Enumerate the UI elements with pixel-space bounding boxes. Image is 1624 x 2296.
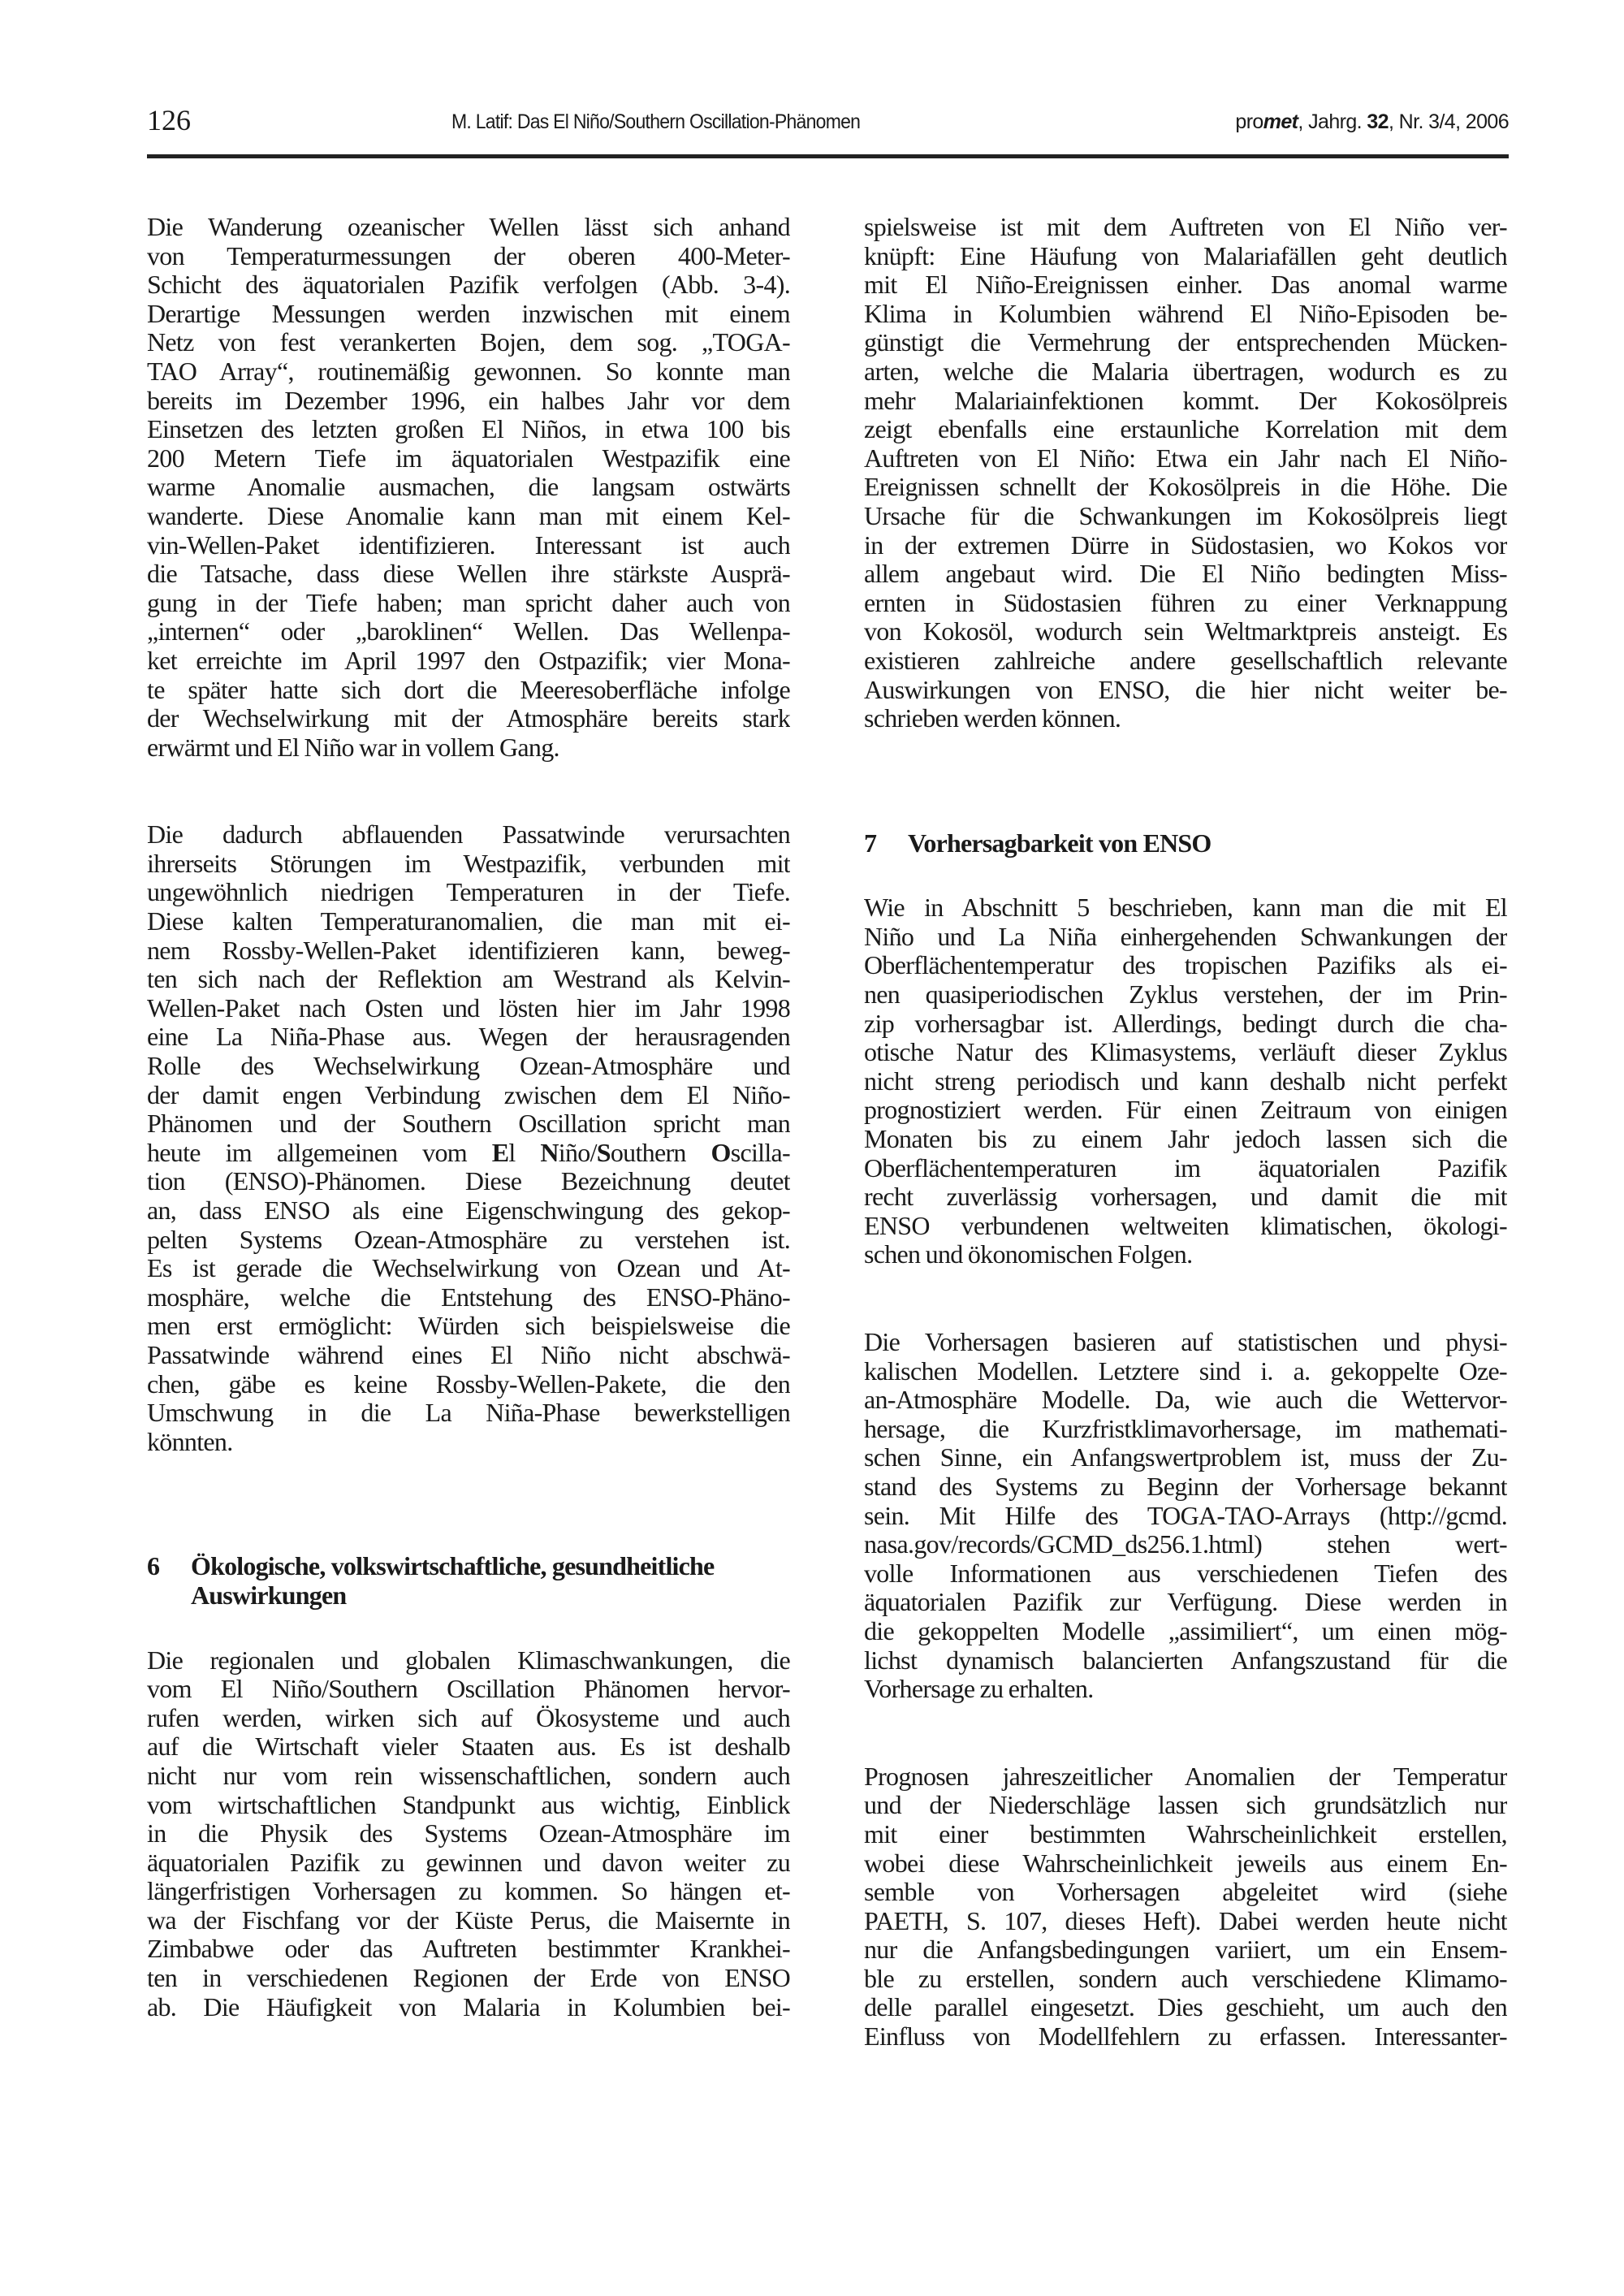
paragraph-line: Vorhersage zu erhalten. bbox=[864, 1675, 1094, 1704]
paragraph-line: Diese kalten Temperaturanomalien, die man mit ei- bbox=[147, 907, 790, 936]
paragraph bbox=[147, 820, 790, 1456]
paragraph-line: mit einer bestimmten Wahrscheinlichkeit erstellen, bbox=[864, 1819, 1507, 1848]
paragraph-line: spielsweise ist mit dem Auftreten von El Niño ver- bbox=[864, 213, 1507, 241]
paragraph-line: von Kokosöl, wodurch sein Weltmarktpreis ansteigt. Es bbox=[864, 617, 1507, 646]
paragraph-line: pelten Systems Ozean-Atmosphäre zu verstehen ist. bbox=[147, 1225, 790, 1254]
paragraph-line: Derartige Messungen werden inzwischen mit einem bbox=[147, 299, 790, 328]
paragraph-line: ungewöhnlich niedrigen Temperaturen in der Tiefe. bbox=[147, 878, 790, 907]
paragraph-line: die gekoppelten Modelle „assimiliert“, um einen mög- bbox=[864, 1616, 1507, 1645]
paragraph bbox=[864, 893, 1507, 1269]
paragraph-line: Phänomen und der Southern Oscillation spricht man bbox=[147, 1109, 790, 1139]
paragraph bbox=[864, 213, 1507, 733]
paragraph-line: Zimbabwe oder das Auftreten bestimmter Krankhei- bbox=[147, 1935, 790, 1964]
paragraph-line: allem angebaut wird. Die El Niño bedingten Miss- bbox=[864, 560, 1507, 589]
paragraph-line: schen Sinne, ein Anfangswertproblem ist, muss der Zu- bbox=[864, 1443, 1507, 1472]
paragraph-line: vom wirtschaftlichen Standpunkt aus wichtig, Einblick bbox=[147, 1790, 790, 1819]
paragraph-line: in die Physik des Systems Ozean-Atmosphäre im bbox=[147, 1819, 790, 1848]
paragraph-line: schen und ökonomischen Folgen. bbox=[864, 1240, 1193, 1269]
paragraph-line: könnten. bbox=[147, 1427, 233, 1456]
paragraph-line: mosphäre, welche die Entstehung des ENSO-Phäno- bbox=[147, 1282, 790, 1312]
paragraph-line: kalischen Modellen. Letztere sind i. a. gekoppelte Oze- bbox=[864, 1356, 1507, 1386]
paragraph-line: nem Rossby-Wellen-Paket identifizieren kann, beweg- bbox=[147, 936, 790, 965]
paragraph-line: wobei diese Wahrscheinlichkeit jeweils aus einem En- bbox=[864, 1848, 1507, 1878]
paragraph-line: existieren zahlreiche andere gesellschaftlich relevante bbox=[864, 646, 1507, 675]
paragraph-line: ernten in Südostasien führen zu einer Verknappung bbox=[864, 588, 1507, 617]
paragraph-line: Oberflächentemperatur des tropischen Pazifiks als ei- bbox=[864, 951, 1507, 980]
paragraph-line: äquatorialen Pazifik zu gewinnen und davon weiter zu bbox=[147, 1848, 790, 1877]
journal-prefix: pro bbox=[1235, 110, 1263, 133]
paragraph-line: vin-Wellen-Paket identifizieren. Interessant ist auch bbox=[147, 530, 790, 560]
paragraph-line: warme Anomalie ausmachen, die langsam ostwärts bbox=[147, 473, 790, 502]
paragraph-line: und der Niederschläge lassen sich grundsätzlich nur bbox=[864, 1791, 1507, 1820]
paragraph-line: Rolle des Wechselwirkung Ozean-Atmosphäre und bbox=[147, 1052, 790, 1081]
paragraph-line: Wie in Abschnitt 5 beschrieben, kann man die mit El bbox=[864, 893, 1507, 923]
section-number: 7 bbox=[864, 828, 877, 858]
paragraph bbox=[147, 1646, 790, 2022]
section-heading-7 bbox=[864, 829, 1507, 858]
paragraph-line: semble von Vorhersagen abgeleitet wird (siehe bbox=[864, 1878, 1507, 1907]
paragraph-line: Umschwung in die La Niña-Phase bewerkstelligen bbox=[147, 1399, 790, 1428]
paragraph-line: Die dadurch abflauenden Passatwinde verursachten bbox=[147, 820, 790, 850]
paragraph bbox=[864, 1328, 1507, 1704]
paragraph-line: te später hatte sich dort die Meeresoberfläche infolge bbox=[147, 675, 790, 704]
paragraph-line: delle parallel eingesetzt. Dies geschieht, um auch den bbox=[864, 1993, 1507, 2022]
paragraph-line: hersage, die Kurzfristklimavorhersage, im mathemati- bbox=[864, 1414, 1507, 1443]
journal-emphasis: met bbox=[1263, 110, 1298, 133]
paragraph-line: erwärmt und El Niño war in vollem Gang. bbox=[147, 733, 559, 762]
paragraph-line: Niño und La Niña einhergehenden Schwankungen der bbox=[864, 922, 1507, 951]
paragraph-line: knüpft: Eine Häufung von Malariafällen geht deutlich bbox=[864, 241, 1507, 270]
paragraph-line: mit El Niño-Ereignissen einher. Das anomal warme bbox=[864, 270, 1507, 300]
paragraph-line: sein. Mit Hilfe des TOGA-TAO-Arrays (http://gcmd. bbox=[864, 1501, 1507, 1530]
paragraph-line: Passatwinde während eines El Niño nicht abschwä- bbox=[147, 1340, 790, 1369]
paragraph-line: nur die Anfangsbedingungen variiert, um ein Ensem- bbox=[864, 1935, 1507, 1965]
paragraph-line: 200 Metern Tiefe im äquatorialen Westpazifik eine bbox=[147, 443, 790, 473]
paragraph-line: längerfristigen Vorhersagen zu kommen. So hängen et- bbox=[147, 1877, 790, 1906]
paragraph-line: TAO Array“, routinemäßig gewonnen. So konnte man bbox=[147, 357, 790, 386]
page-number: 126 bbox=[147, 104, 191, 136]
paragraph bbox=[864, 1762, 1507, 2052]
paragraph-line: zip vorhersagbar ist. Allerdings, bedingt durch die cha- bbox=[864, 1009, 1507, 1038]
paragraph-line: gung in der Tiefe haben; man spricht daher auch von bbox=[147, 588, 790, 617]
paragraph-line: äquatorialen Pazifik zur Verfügung. Diese werden in bbox=[864, 1588, 1507, 1617]
section-title-line: Vorhersagbarkeit von ENSO bbox=[908, 828, 1212, 858]
paragraph-line: ENSO verbundenen weltweiten klimatischen, ökologi- bbox=[864, 1211, 1507, 1240]
paragraph-line: Wellen-Paket nach Osten und lösten hier im Jahr 1998 bbox=[147, 993, 790, 1023]
paragraph-line: an-Atmosphäre Modelle. Da, wie auch die Wettervor- bbox=[864, 1386, 1507, 1415]
paragraph-line: wa der Fischfang vor der Küste Perus, die Maisernte in bbox=[147, 1905, 790, 1935]
paragraph-line: chen, gäbe es keine Rossby-Wellen-Pakete, die den bbox=[147, 1369, 790, 1399]
paragraph-line: „internen“ oder „baroklinen“ Wellen. Das Wellenpa- bbox=[147, 617, 790, 646]
paragraph-line: vom El Niño/Southern Oscillation Phänomen hervor- bbox=[147, 1675, 790, 1704]
paragraph-line: wanderte. Diese Anomalie kann man mit einem Kel- bbox=[147, 501, 790, 530]
paragraph-line: ten in verschiedenen Regionen der Erde von ENSO bbox=[147, 1964, 790, 1993]
paragraph-line: in der extremen Dürre in Südostasien, wo Kokos vor bbox=[864, 530, 1507, 560]
paragraph-line: Auftreten von El Niño: Etwa ein Jahr nach El Niño- bbox=[864, 443, 1507, 473]
header-rule bbox=[147, 154, 1509, 158]
paragraph-line: Klima in Kolumbien während El Niño-Episoden be- bbox=[864, 299, 1507, 328]
paragraph-line: recht zuverlässig vorhersagen, und damit die mit bbox=[864, 1183, 1507, 1212]
paragraph-line: rufen werden, wirken sich auf Ökosysteme und auch bbox=[147, 1703, 790, 1732]
running-title: M. Latif: Das El Niño/Southern Oscillation-Phänomen bbox=[451, 110, 861, 133]
section-title-line: Auswirkungen bbox=[191, 1580, 347, 1610]
paragraph-line: stand des Systems zu Beginn der Vorhersage bekannt bbox=[864, 1472, 1507, 1501]
paragraph-line: Ereignissen schnellt der Kokosölpreis in die Höhe. Die bbox=[864, 473, 1507, 502]
paragraph-line: Einfluss von Modellfehlern zu erfassen. Interessanter- bbox=[864, 2022, 1507, 2052]
paragraph-line: ten sich nach der Reflektion am Westrand als Kelvin- bbox=[147, 965, 790, 994]
paragraph-line: günstigt die Vermehrung der entsprechenden Mücken- bbox=[864, 328, 1507, 357]
paragraph-line: zeigt ebenfalls eine erstaunliche Korrelation mit dem bbox=[864, 415, 1507, 444]
journal-year-label: , Jahrg. bbox=[1298, 110, 1367, 133]
paragraph-line: Ursache für die Schwankungen im Kokosölpreis liegt bbox=[864, 501, 1507, 530]
paragraph-line: die Tatsache, dass diese Wellen ihre stärkste Ausprä- bbox=[147, 560, 790, 589]
right-column bbox=[864, 213, 1507, 2052]
paragraph-line: Die Wanderung ozeanischer Wellen lässt sich anhand bbox=[147, 213, 790, 241]
paragraph-line: otische Natur des Klimasystems, verläuft dieser Zyklus bbox=[864, 1038, 1507, 1067]
running-header bbox=[147, 104, 1509, 143]
paragraph-line: an, dass ENSO als eine Eigenschwingung des gekop- bbox=[147, 1196, 790, 1225]
paragraph-line: nen quasiperiodischen Zyklus verstehen, der im Prin- bbox=[864, 980, 1507, 1010]
paragraph-line: arten, welche die Malaria übertragen, wodurch es zu bbox=[864, 357, 1507, 386]
paragraph-line: von Temperaturmessungen der oberen 400-Meter- bbox=[147, 241, 790, 270]
journal-issue: , Nr. 3/4, 2006 bbox=[1388, 110, 1509, 133]
journal-reference bbox=[1235, 109, 1509, 135]
paragraph-line: Die Vorhersagen basieren auf statistischen und physi- bbox=[864, 1328, 1507, 1356]
paragraph-line: der Wechselwirkung mit der Atmosphäre bereits stark bbox=[147, 704, 790, 733]
paragraph-line: bereits im Dezember 1996, ein halbes Jahr vor dem bbox=[147, 386, 790, 415]
section-title-line: Ökologische, volkswirtschaftliche, gesundheitliche bbox=[191, 1551, 715, 1581]
paragraph-line: Monaten bis zu einem Jahr jedoch lassen sich die bbox=[864, 1125, 1507, 1154]
paragraph-line: Netz von fest verankerten Bojen, dem sog. „TOGA- bbox=[147, 328, 790, 357]
paragraph-line: Schicht des äquatorialen Pazifik verfolgen (Abb. 3-4). bbox=[147, 270, 790, 300]
paragraph-line: schrieben werden können. bbox=[864, 704, 1121, 733]
left-column bbox=[147, 213, 790, 2021]
paragraph bbox=[147, 213, 790, 762]
paragraph-line-enso-acronym: heute im allgemeinen vom El Niño/Southern Oscilla- bbox=[147, 1138, 790, 1167]
paragraph-line: tion (ENSO)-Phänomen. Diese Bezeichnung deutet bbox=[147, 1167, 790, 1196]
paragraph-line: nicht nur vom rein wissenschaftlichen, sondern auch bbox=[147, 1761, 790, 1790]
paragraph-line: ab. Die Häufigkeit von Malaria in Kolumbien bei- bbox=[147, 1992, 790, 2021]
paragraph-line: Einsetzen des letzten großen El Niños, in etwa 100 bis bbox=[147, 415, 790, 444]
paragraph-line: ble zu erstellen, sondern auch verschiedene Klimamo- bbox=[864, 1964, 1507, 1993]
paragraph-line: auf die Wirtschaft vieler Staaten aus. Es ist deshalb bbox=[147, 1732, 790, 1762]
paragraph-line: Prognosen jahreszeitlicher Anomalien der Temperatur bbox=[864, 1762, 1507, 1791]
paragraph-line: mehr Malariainfektionen kommt. Der Kokosölpreis bbox=[864, 386, 1507, 415]
journal-volume: 32 bbox=[1367, 110, 1389, 133]
section-heading-6 bbox=[147, 1552, 790, 1610]
paragraph-line: prognostiziert werden. Für einen Zeitraum von einigen bbox=[864, 1096, 1507, 1125]
paragraph-line: lichst dynamisch balancierten Anfangszustand für die bbox=[864, 1645, 1507, 1675]
paragraph-line: Es ist gerade die Wechselwirkung von Ozean und At- bbox=[147, 1254, 790, 1283]
paragraph-line: volle Informationen aus verschiedenen Tiefen des bbox=[864, 1559, 1507, 1588]
paragraph-line: der damit engen Verbindung zwischen dem El Niño- bbox=[147, 1080, 790, 1109]
paragraph-line: eine La Niña-Phase aus. Wegen der herausragenden bbox=[147, 1023, 790, 1052]
paragraph-line: PAETH, S. 107, dieses Heft). Dabei werden heute nicht bbox=[864, 1906, 1507, 1935]
paragraph-line: ihrerseits Störungen im Westpazifik, verbunden mit bbox=[147, 849, 790, 878]
paragraph-line: nicht streng periodisch und kann deshalb nicht perfekt bbox=[864, 1066, 1507, 1096]
section-number: 6 bbox=[147, 1551, 160, 1581]
paragraph-line: Die regionalen und globalen Klimaschwankungen, die bbox=[147, 1645, 790, 1675]
paragraph-line: men erst ermöglicht: Würden sich beispielsweise die bbox=[147, 1312, 790, 1341]
paragraph-line: Oberflächentemperaturen im äquatorialen Pazifik bbox=[864, 1153, 1507, 1183]
paragraph-line: Auswirkungen von ENSO, die hier nicht weiter be- bbox=[864, 675, 1507, 704]
paragraph-line: ket erreichte im April 1997 den Ostpazifik; vier Mona- bbox=[147, 646, 790, 675]
paragraph-line: nasa.gov/records/GCMD_ds256.1.html) stehen wert- bbox=[864, 1530, 1507, 1559]
